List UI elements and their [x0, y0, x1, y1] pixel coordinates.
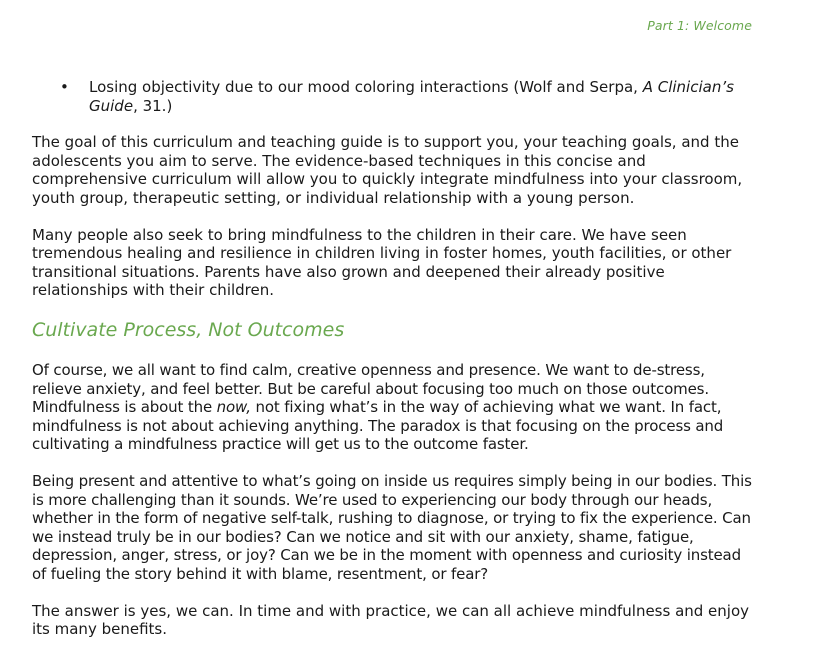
intro-paragraph-goal: The goal of this curriculum and teaching guide is to support you, your teaching goals, and the adolescents you aim to serve. The evidence-based techniques in this concise and comprehensive curriculum will allow you to quickly integrate mindfulness into your classroom, youth group, therapeutic setting, or individual relationship with a young person.	[32, 133, 743, 207]
section-paragraph-bodies: Being present and attentive to what’s going on inside us requires simply being in our bodies. This is more challenging than it sounds. We’re used to experiencing our body through our heads, whether in the form of negative self-talk, rushing to diagnose, or trying to fix the experience. Can we instead truly be in our bodies? Can we notice and sit with our anxiety, shame, fatigue, depression, anger, stress, or joy? Can we be in the moment with openness and curiosity instead of fueling the story behind it with blame, resentment, or fear?	[32, 472, 752, 583]
paragraph-text-start: Of course, we all want to find calm, creative openness and presence. We want to de-stress, relieve anxiety, and feel better. But be careful about focusing too much on those outcomes. Mindfulness is about the	[32, 361, 709, 416]
bullet-list	[32, 78, 754, 115]
book-title-italic: A Clinician’s Guide	[89, 78, 734, 115]
intro-paragraph-children: Many people also seek to bring mindfulness to the children in their care. We have seen tremendous healing and resilience in children living in foster homes, youth facilities, or other transitional situations. Parents have also grown and deepened their already positive relationships with their children.	[32, 225, 732, 299]
list-item	[32, 78, 754, 115]
section-paragraph-outcomes	[32, 361, 754, 454]
paragraph-text-end: not fixing what’s in the way of achieving what we want. In fact, mindfulness is not about achieving anything. The paradox is that focusing on the process and cultivating a mindfulness practice will get us to the outcome faster.	[32, 398, 724, 453]
bullet-marker: •	[60, 78, 69, 96]
section-heading: Cultivate Process, Not Outcomes	[32, 319, 345, 341]
section-paragraph-answer: The answer is yes, we can. In time and with practice, we can all achieve mindfulness and enjoy its many benefits.	[32, 601, 750, 638]
bullet-text-start: Losing objectivity due to our mood coloring interactions (Wolf and Serpa,	[89, 78, 643, 96]
bullet-text-end: , 31.)	[133, 96, 173, 115]
page-content	[32, 78, 754, 657]
emphasis-now: now,	[216, 398, 251, 416]
running-header: Part 1: Welcome	[647, 18, 752, 33]
